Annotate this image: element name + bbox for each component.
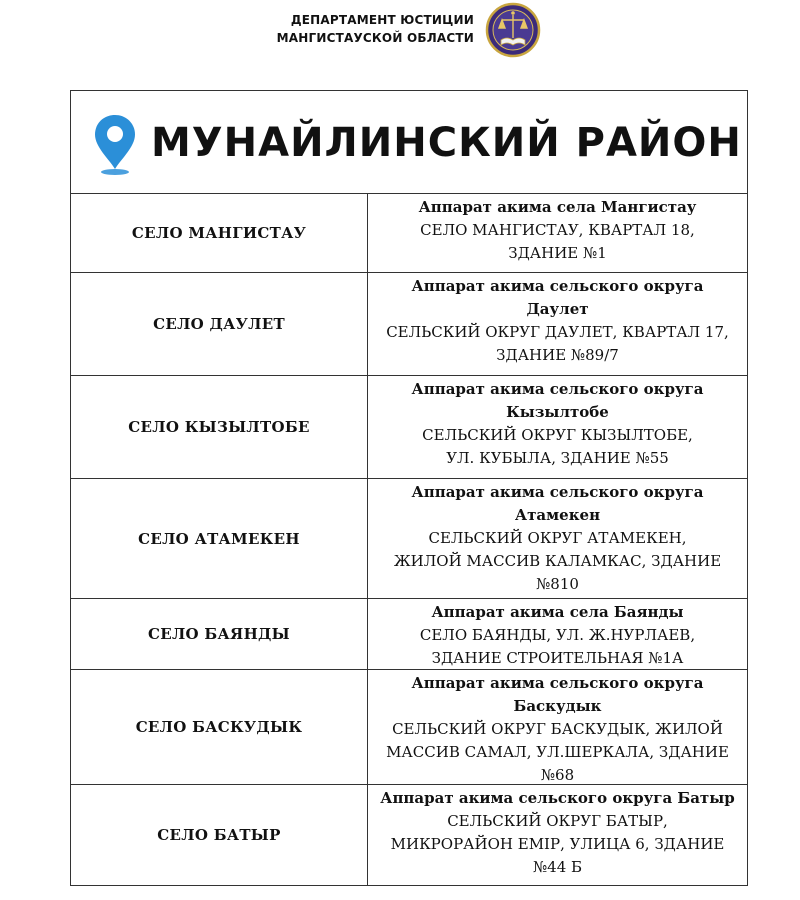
address-line: №68 — [540, 766, 575, 784]
address-line: ЖИЛОЙ МАССИВ КАЛАМКАС, ЗДАНИЕ — [393, 552, 722, 570]
address-line: СЕЛЬСКИЙ ОКРУГ АТАМЕКЕН, — [428, 529, 687, 547]
office-cell — [368, 194, 747, 272]
address-line: ЗДАНИЕ №1 — [508, 244, 607, 262]
table-row — [71, 599, 747, 670]
table-row — [71, 376, 747, 479]
village-name: СЕЛО БАСКУДЫК — [71, 670, 368, 784]
office-name: Аппарат акима села Баянды — [431, 603, 684, 621]
address-line: ЗДАНИЕ №89/7 — [496, 346, 619, 364]
address-line: МАССИВ САМАЛ, УЛ.ШЕРКАЛА, ЗДАНИЕ — [386, 743, 729, 761]
address-line: СЕЛЬСКИЙ ОКРУГ КЫЗЫЛТОБЕ, — [422, 426, 693, 444]
address-line: СЕЛЬСКИЙ ОКРУГ БАСКУДЫК, ЖИЛОЙ — [392, 720, 723, 738]
office-name: Аппарат акима сельского округа — [411, 674, 704, 692]
address-line: СЕЛЬСКИЙ ОКРУГ ДАУЛЕТ, КВАРТАЛ 17, — [386, 323, 729, 341]
table-row — [71, 479, 747, 599]
office-cell — [368, 273, 747, 375]
address-line: МИКРОРАЙОН ЕМІР, УЛИЦА 6, ЗДАНИЕ — [390, 835, 725, 853]
address-line: УЛ. КУБЫЛА, ЗДАНИЕ №55 — [446, 449, 669, 467]
table-row — [71, 194, 747, 273]
district-table — [70, 90, 748, 886]
office-name: Атамекен — [514, 506, 601, 524]
table-row — [71, 785, 747, 885]
address-line: ЗДАНИЕ СТРОИТЕЛЬНАЯ №1А — [431, 649, 684, 667]
office-name: Аппарат акима сельского округа Батыр — [380, 789, 735, 807]
office-name: Аппарат акима села Мангистау — [418, 198, 697, 216]
village-name: СЕЛО ДАУЛЕТ — [71, 273, 368, 375]
village-name: СЕЛО КЫЗЫЛТОБЕ — [71, 376, 368, 478]
office-name: Баскудык — [513, 697, 602, 715]
org-name-line-2: МАНГИСТАУСКОЙ ОБЛАСТИ — [276, 31, 474, 45]
page-header — [0, 0, 800, 62]
village-name: СЕЛО БАТЫР — [71, 785, 368, 885]
village-name: СЕЛО БАЯНДЫ — [71, 599, 368, 669]
district-title-row — [71, 91, 747, 194]
office-cell — [368, 599, 747, 669]
address-line: СЕЛЬСКИЙ ОКРУГ БАТЫР, — [447, 812, 668, 830]
table-row — [71, 670, 747, 785]
office-name: Даулет — [526, 300, 589, 318]
office-name: Аппарат акима сельского округа — [411, 277, 704, 295]
table-row — [71, 273, 747, 376]
org-name-line-1: ДЕПАРТАМЕНТ ЮСТИЦИИ — [290, 13, 474, 27]
address-line: №810 — [536, 575, 579, 593]
office-name: Кызылтобе — [506, 403, 609, 421]
office-name: Аппарат акима сельского округа — [411, 380, 704, 398]
organization-name — [277, 11, 474, 47]
village-name: СЕЛО МАНГИСТАУ — [71, 194, 368, 272]
office-name: Аппарат акима сельского округа — [411, 483, 704, 501]
office-cell — [368, 479, 747, 598]
office-cell — [368, 376, 747, 478]
location-pin-icon — [93, 113, 137, 177]
office-cell — [368, 670, 747, 784]
office-cell — [368, 785, 747, 885]
village-name: СЕЛО АТАМЕКЕН — [71, 479, 368, 598]
address-line: №44 Б — [532, 858, 583, 876]
district-title: МУНАЙЛИНСКИЙ РАЙОН — [151, 120, 742, 166]
address-line: СЕЛО МАНГИСТАУ, КВАРТАЛ 18, — [420, 221, 695, 239]
justice-emblem-icon — [485, 2, 541, 58]
address-line: СЕЛО БАЯНДЫ, УЛ. Ж.НУРЛАЕВ, — [419, 626, 696, 644]
